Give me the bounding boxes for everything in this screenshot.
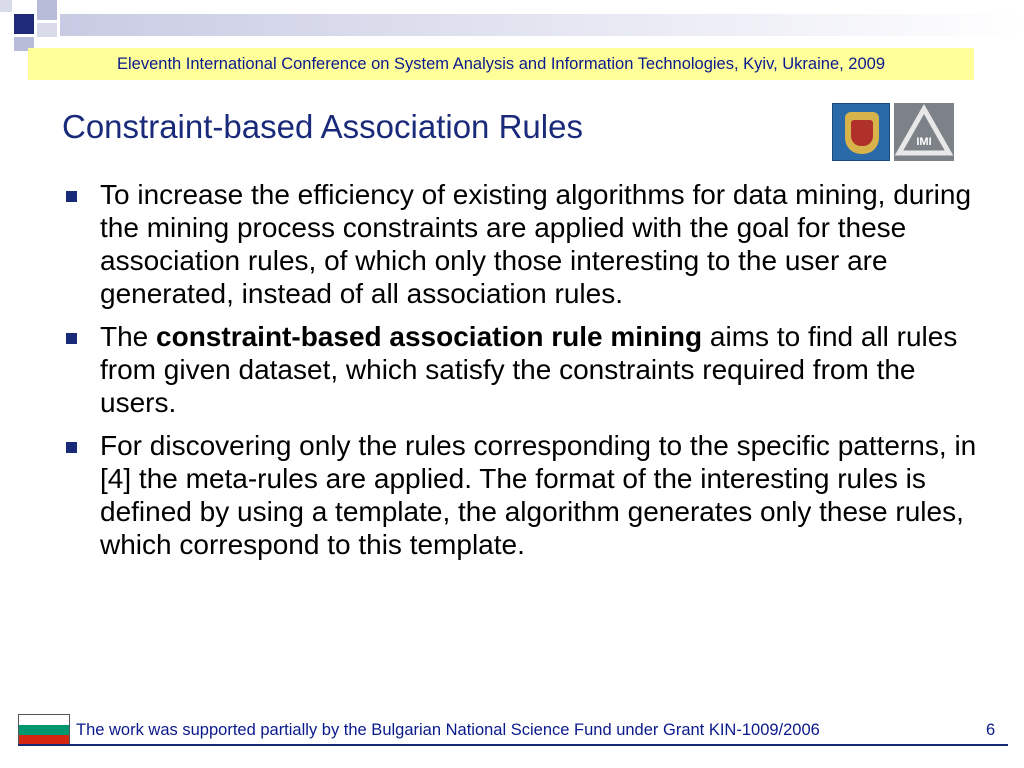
bullet-text-2-bold: constraint-based association rule mining bbox=[156, 321, 703, 352]
imi-logo-text: IMI bbox=[916, 136, 932, 148]
square-bullet-icon bbox=[66, 442, 77, 453]
page-number: 6 bbox=[986, 721, 996, 739]
top-gradient-bar bbox=[60, 14, 1024, 36]
conference-banner: Eleventh International Conference on System Analysis and Information Technologies, Kyiv, Ukraine, 2009 bbox=[28, 48, 974, 80]
bullet-item-3 bbox=[62, 429, 982, 561]
footer-text: The work was supported partially by the Bulgarian National Science Fund under Grant KIN-1009/2006 bbox=[76, 721, 820, 739]
imi-logo bbox=[894, 103, 954, 161]
bullet-text-1: To increase the efficiency of existing algorithms for data mining, during the mining process constraints are applied with the goal for these association rules, of which only those interesting to the user are generated, instead of all association rules. bbox=[100, 179, 972, 309]
square-bullet-icon bbox=[66, 191, 77, 202]
slide-title: Constraint-based Association Rules bbox=[62, 108, 583, 145]
university-coat-of-arms-logo bbox=[832, 103, 890, 161]
coat-of-arms-center bbox=[851, 120, 873, 146]
corner-square-light bbox=[37, 23, 57, 37]
footer-divider bbox=[18, 744, 1008, 746]
corner-square-mid bbox=[37, 0, 57, 20]
bullet-text-3: For discovering only the rules corresponding to the specific patterns, in [4] the meta-rules are applied. The format of the interesting rules is defined by using a template, the algorithm generates only these rules, which correspond to this template. bbox=[100, 430, 977, 560]
corner-square-dark bbox=[14, 14, 34, 34]
bullet-text-2-prefix: The bbox=[100, 321, 157, 352]
bulgarian-flag-icon bbox=[18, 714, 70, 746]
flag-stripe-white bbox=[19, 715, 69, 725]
flag-stripe-green bbox=[19, 725, 69, 735]
bullet-list bbox=[62, 178, 982, 571]
bullet-item-2 bbox=[62, 320, 982, 419]
imi-triangle-icon bbox=[894, 103, 954, 161]
bullet-item-1 bbox=[62, 178, 982, 310]
bullet-text-2-suffix: aims to find all rules from given dataset, which satisfy the constraints required from the users. bbox=[100, 321, 958, 418]
square-bullet-icon bbox=[66, 333, 77, 344]
corner-square-light-2 bbox=[0, 0, 12, 12]
